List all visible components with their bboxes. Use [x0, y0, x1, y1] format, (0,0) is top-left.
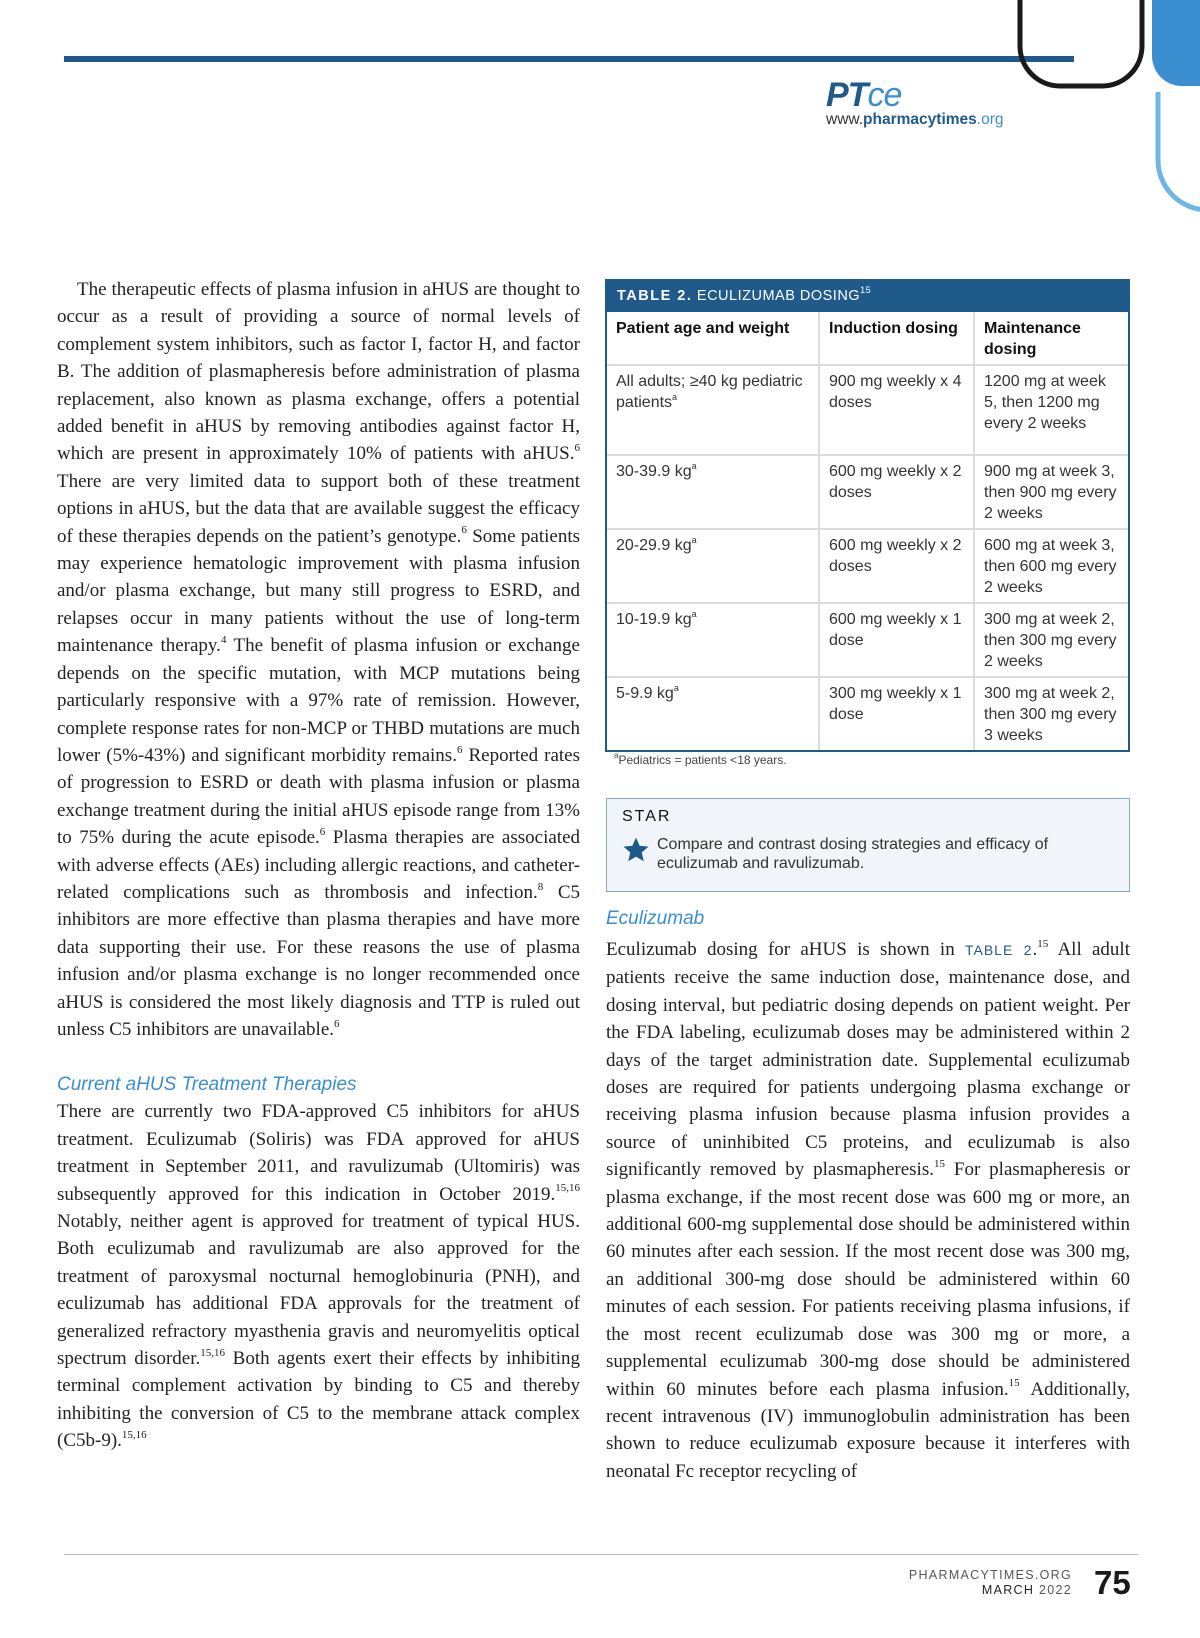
table-cell: 5-9.9 $kg^a$ [607, 677, 819, 750]
star-icon [621, 835, 651, 865]
section-heading: Current aHUS Treatment Therapies [57, 1074, 357, 1096]
table-cell: 900 mg at week 3, then 900 mg every 2 weeks [974, 455, 1128, 529]
table-row [607, 365, 1128, 455]
footer-rule [64, 1554, 1138, 1555]
page-number: 75 [1094, 1564, 1131, 1601]
header-rule [64, 56, 1074, 62]
table-cell: 900 mg weekly x 4 doses [819, 365, 974, 455]
table-cell: 30-39.9 $kg^a$ [607, 455, 819, 529]
table-cell: 300 mg at week 2, then 300 mg every 2 weeks [974, 603, 1128, 677]
table-cell: 300 mg weekly x 1 dose [819, 677, 974, 750]
table-cell: 600 mg at week 3, then 600 mg every 2 weeks [974, 529, 1128, 603]
table-row [607, 603, 1128, 677]
table-header: Induction dosing [819, 312, 974, 365]
table-cell: 10-19.9 $kg^a$ [607, 603, 819, 677]
star-box [606, 798, 1130, 892]
table-cell: 20-29.9 $kg^a$ [607, 529, 819, 603]
table-title: TABLE 2. ECULIZUMAB DOSING$^{15}$ [607, 281, 1128, 312]
body-paragraph: The therapeutic effects of plasma infusion in aHUS are thought to occur as a result of providing a source of normal levels of complement system inhibitors, such as factor I, factor H, and factor B. The addition of plasmapheresis before administration of plasma replacement, also known as plasma exchange, offers a potential added benefit in aHUS by removing antibodies against factor H, which are present in approximately 10% of patients with aHUS.$^6$ There are very limited data to support both of these treatment options in aHUS, but the data that are available suggest the efficacy of these therapies depends on the patient’s genotype.$^6$ Some patients may experience hematologic improvement with plasma infusion and/or plasma exchange, but many still progress to ESRD, and relapses occur in many patients without the use of long-term maintenance therapy.$^4$ The benefit of plasma infusion or exchange depends on the specific mutation, with MCP mutations being particularly responsive with a 97% rate of remission. However, complete response rates for non-MCP or THBD mutations are much lower (5%-43%) and significant morbidity remains.$^6$ Reported rates of progression to ESRD or death with plasma infusion or plasma exchange treatment during the initial aHUS episode range from 13% to 75% during the acute episode.$^6$ Plasma therapies are associated with adverse effects (AEs) including allergic reactions, and catheter-related complications such as thrombosis and infection.$^8$ C5 inhibitors are more effective than plasma therapies and have more data supporting their use. For these reasons the use of plasma infusion and/or plasma exchange is no longer recommended once aHUS is considered the most likely diagnosis and TTP is ruled out unless C5 inhibitors are unavailable.$^6$ [57, 279, 581, 1040]
section-heading: Eculizumab [606, 908, 705, 929]
table-cell: 600 mg weekly x 2 doses [819, 529, 974, 603]
table-row [607, 455, 1128, 529]
body-paragraph: There are currently two FDA-approved C5 inhibitors for aHUS treatment. Eculizumab (Soliris) was FDA approved for aHUS treatment in September 2011, and ravulizumab (Ultomiris) was subsequently approved for this indication in October 2019.$^{15,16}$ Notably, neither agent is approved for treatment of typical HUS. Both eculizumab and ravulizumab are also approved for the treatment of paroxysmal nocturnal hemoglobinuria (PNH), and eculizumab has additional FDA approvals for the treatment of generalized refractory myasthenia gravis and neuromyelitis optical spectrum disorder.$^{15,16}$ Both agents exert their effects by inhibiting terminal complement activation by binding to C5 and thereby inhibiting the conversion of C5 to the membrane attack complex (C5b-9).$^{15,16}$ [57, 1101, 580, 1452]
dosing-table [605, 279, 1130, 752]
body-paragraph: Eculizumab dosing for aHUS is shown in TABLE 2.15 All adult patients receive the same induction dose, maintenance dose, and dosing interval, but pediatric dosing depends on patient weight. Per the FDA labeling, eculizumab doses may be administered within 2 days of the target administration date. Supplemental eculizumab doses are required for patients undergoing plasma exchange or receiving plasma infusion because plasma infusion provides a source of uninhibited C5 proteins, and eculizumab is also significantly removed by plasmapheresis.$^{15}$ For plasmapheresis or plasma exchange, if the most recent dose was 600 mg or more, an additional 600-mg supplemental dose should be administered within 60 minutes after each session. If the most recent dose was 300 mg, an additional 300-mg dose should be administered within 60 minutes of each session. For patients receiving plasma infusions, if the most recent eculizumab dose was 300 mg or more, a supplemental eculizumab 300-mg dose should be administered within 60 minutes before each plasma infusion.$^{15}$ Additionally, recent intravenous (IV) immunoglobulin administration has been shown to reduce eculizumab exposure because it interferes with neonatal Fc receptor recycling of [606, 937, 1130, 1482]
table-cell: 300 mg at week 2, then 300 mg every 3 weeks [984, 685, 1117, 744]
table-reference-link[interactable]: TABLE 2 [964, 942, 1033, 958]
table-row [607, 677, 1128, 750]
table-row [607, 529, 1128, 603]
right-column [606, 936, 1130, 1485]
table-cell: 1200 mg at week 5, then 1200 mg every 2 weeks [974, 365, 1128, 455]
table-footnote: $^a$Pediatrics = patients <18 years. [614, 751, 787, 767]
left-column [57, 276, 580, 1455]
footer-month: MARCH [981, 1583, 1035, 1597]
footer-info [900, 1568, 1072, 1598]
table-cell: 600 mg weekly x 2 doses [819, 455, 974, 529]
table-cell: All adults; ≥40 kg pediatric patients$^a$ [607, 365, 819, 455]
footer-year: 2022 [1038, 1583, 1072, 1597]
star-title: STAR [622, 808, 672, 825]
site-url[interactable]: www.pharmacytimes.org [826, 111, 1004, 128]
table-cell: 600 mg weekly x 1 dose [819, 603, 974, 677]
table-header: Patient age and weight [607, 312, 819, 365]
ptce-logo[interactable] [826, 76, 1046, 136]
table-header-row [607, 312, 1128, 365]
star-objective: Compare and contrast dosing strategies and efficacy of eculizumab and ravulizumab. [657, 836, 1049, 872]
footer-site: PHARMACYTIMES.ORG [908, 1568, 1072, 1582]
table-header: Maintenance dosing [974, 312, 1128, 365]
logo-mark: PTce [826, 76, 902, 114]
